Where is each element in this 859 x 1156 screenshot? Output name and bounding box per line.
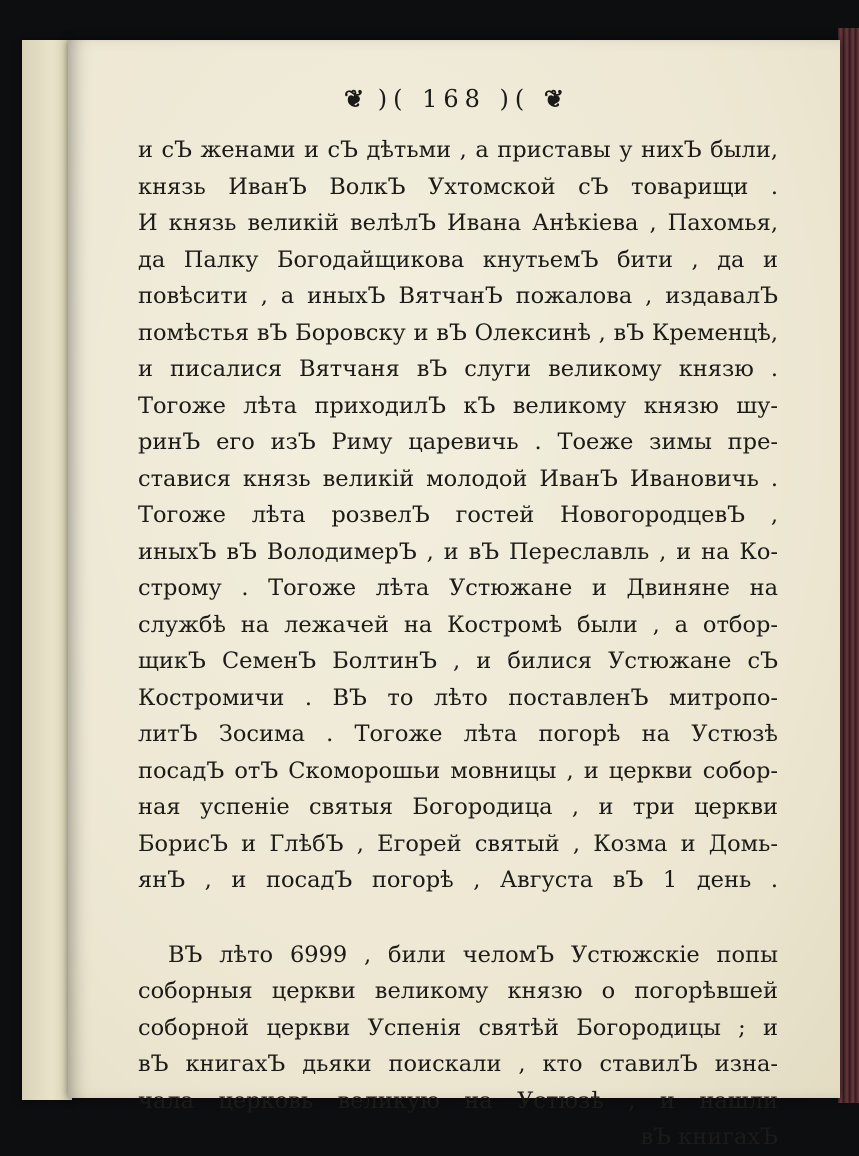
page-text	[138, 132, 778, 1156]
catchword: вЪ книгахЪ	[640, 1124, 778, 1150]
text-line: вЪ книгахЪ дьяки поискали , кто ставилЪ изна-	[138, 1051, 778, 1077]
text-line: И князь великій велѣлЪ Ивана Анѣкіева , Пахомья,	[138, 210, 778, 236]
book-page	[68, 40, 840, 1150]
book-edge	[22, 40, 72, 1100]
paragraph-gap	[138, 899, 778, 937]
text-line: щикЪ СеменЪ БолтинЪ , и билися Устюжане сЪ	[138, 648, 778, 674]
book-cover-edge	[838, 28, 859, 1103]
text-line: ВЪ лѣто 6999 , били челомЪ Устюжскіе попы	[168, 941, 778, 968]
text-line: ставися князь великій молодой ИванЪ Ивановичь .	[138, 465, 778, 492]
text-line: помѣстья вЪ Боровску и вЪ Олексинѣ , вЪ Кременцѣ,	[138, 319, 778, 346]
text-line: и сЪ женами и сЪ дѣтьми , а приставы у нихЪ были,	[138, 137, 778, 163]
text-line: Тогоже лѣта приходилЪ кЪ великому князю шу-	[138, 392, 778, 419]
text-line: Тогоже лѣта розвелЪ гостей НовогородцевЪ ,	[138, 502, 778, 528]
text-line: соборныя церкви великому князю о погорѣвшей	[138, 978, 778, 1004]
text-line: и писалися Вятчаня вЪ слуги великому князю .	[138, 356, 778, 382]
page-number: )( 168 )(	[377, 85, 531, 113]
text-line: службѣ на лежачей на Костромѣ были , а отбор-	[138, 611, 778, 638]
text-line: иныхЪ вЪ ВолодимерЪ , и вЪ Переславль , и на Ко-	[138, 538, 778, 565]
text-line: чала церковь великую на Устюзѣ , и нашли	[138, 1087, 778, 1114]
text-line: ная успеніе святыя Богородица , и три церкви	[138, 794, 778, 820]
text-line: соборной церкви Успенія святѣй Богородицы ; и	[138, 1014, 778, 1041]
page-header	[68, 84, 840, 113]
text-line: Костромичи . ВЪ то лѣто поставленЪ митропо-	[138, 684, 778, 711]
text-line: литЪ Зосима . Тогоже лѣта погорѣ на Устюзѣ	[138, 721, 778, 747]
text-line: посадЪ отЪ Скоморошьи мовницы , и церкви собор-	[138, 757, 778, 784]
text-line: БорисЪ и ГлѣбЪ , Егорей святый , Козма и Домь-	[138, 830, 778, 857]
text-line: да Палку Богодайщикова кнутьемЪ бити , да и	[138, 246, 778, 273]
text-line: повѣсити , а иныхЪ ВятчанЪ пожалова , издавалЪ	[138, 283, 778, 309]
left-ornament-icon: ❦	[343, 84, 365, 113]
text-line: строму . Тогоже лѣта Устюжане и Двиняне на	[138, 575, 778, 601]
text-line: князь ИванЪ ВолкЪ Ухтомской сЪ товарищи .	[138, 173, 778, 200]
text-line: янЪ , и посадЪ погорѣ , Августа вЪ 1 день .	[138, 867, 778, 893]
text-line: ринЪ его изЪ Риму царевичь . Тоеже зимы пре-	[138, 429, 778, 455]
right-ornament-icon: ❦	[543, 84, 565, 113]
